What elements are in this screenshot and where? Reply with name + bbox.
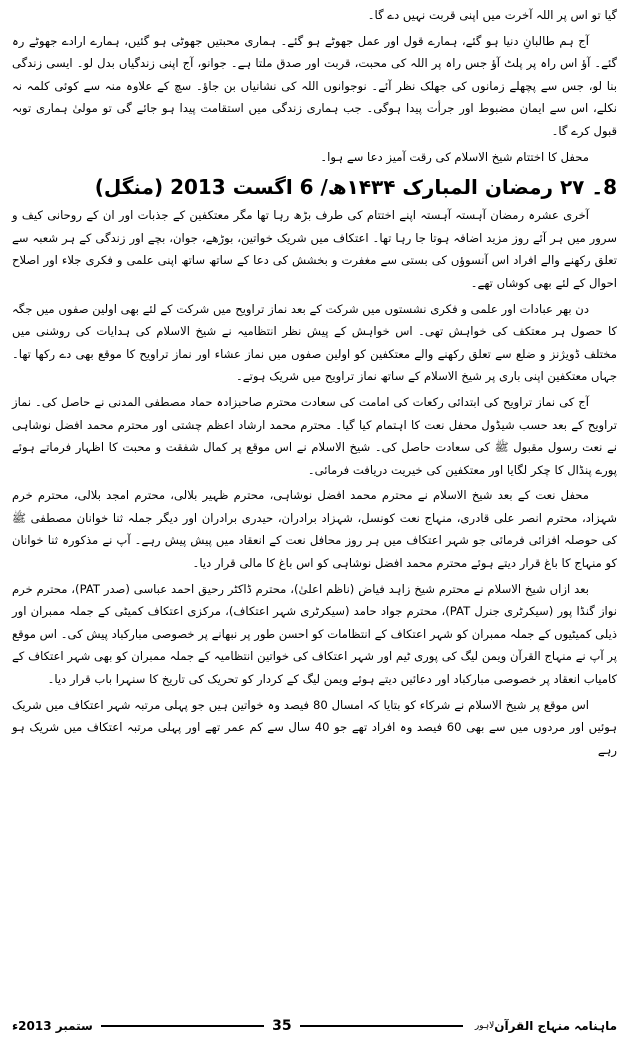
paragraph-congratulations: بعد ازاں شیخ الاسلام نے محترم شیخ زاہد فیاض (ناظم اعلیٰ)، محترم ڈاکٹر رحیق احمد عباسی (صدر PAT)، محترم خرم نواز گنڈا پور (سیکرٹری جنرل PAT)، محترم جواد حامد (سیکرٹری شہر اعتکاف)، مرکزی اعتکاف کمیٹی کے جملہ ممبران اور ذیلی کمیٹیوں کے جملہ ممبران کو شہر اعتکاف کے انتظامات کو احسن طور پر نبھانے پر خصوصی مبارکباد پیش کی۔ اس موقع پر آپ نے منہاج القرآن ویمن لیگ کی پوری ٹیم اور شہر اعتکاف کی خواتین انتظامیہ کے جملہ ممبران کو بھی شہر اعتکاف کے کامیاب انعقاد پر خصوصی مبارکباد اور دعائیں دیتے ہوئے ویمن لیگ کے کردار کو تحریک کی تاریخ کا سنہرا باب قرار دیا۔	[12, 581, 617, 687]
page-number: 35	[272, 1018, 292, 1034]
paragraph-naat-mehfil: آج کی نماز تراویح کی ابتدائی رکعات کی امامت کی سعادت محترم صاحبزادہ حماد مصطفی المدنی نے حاصل کی۔ نماز تراویح کے بعد حسب شیڈول محفل نعت کا اہتمام کیا گیا۔ محترم محمد ارشاد اعظم چشتی اور محترم محمد افضل نوشاہی نے نعت رسول مقبول ﷺ کی سعادت حاصل کی۔ شیخ الاسلام نے اس موقع پر کمال شفقت و محبت کا اظہار فرماتے ہوئے پورے پنڈال کا چکر لگایا اور معتکفین کی خیریت دریافت فرمائی۔	[12, 394, 617, 477]
paragraph-last-ashra: آخری عشرہ رمضان آہستہ آہستہ اپنے اختتام کی طرف بڑھ رہا تھا مگر معتکفین کے جذبات اور ان کے روحانی کیف و سرور میں ہر آئے روز مزید اضافہ ہوتا جا رہا تھا۔ اعتکاف میں شریک خواتین، بوڑھے، جوان، بچے اور زندگی کے ہر شعبہ سے تعلق رکھنے والے افراد اس آنسوؤں کی بستی سے مغفرت و بخشش کی دعا کے ساتھ ساتھ اپنی علمی و فکری جلاء اور اصلاح احوال کے لئے بھی کوشاں تھے۔	[12, 208, 617, 290]
article-column	[12, 4, 617, 761]
footer-issue-date: ستمبر 2013ء	[12, 1019, 93, 1033]
paragraph-exhortation: آج ہم طالبانِ دنیا ہو گئے، ہمارے قول اور عمل جھوٹے ہو گئے۔ ہماری محبتیں جھوٹی ہو گئیں، ہمارے ارادے جھوٹے رہ گئے۔ آؤ اس راہ پر پلٹ آؤ جس راہ پر اللہ کی محبت، قربت اور صدق ملتا ہے۔ جوانو، آج اپنی زندگیاں بدل لو۔ ایسی زندگی بنا لو، جس سے پچھلے زمانوں کی جھلک نظر آئے۔ نوجوانوں اللہ کی نشانیاں بن جاؤ۔ سچ کے علاوہ منہ سے کوئی کلمہ نہ نکلے، اس سے ایمان مضبوط اور جرأت پیدا ہوگی۔ جب ہماری زندگی میں استقامت پیدا ہو جائے گی تو مولیٰ ہماری توبہ قبول کرے گا۔	[12, 33, 617, 138]
paragraph-closing-dua: محفل کا اختتام شیخ الاسلام کی رقت آمیز دعا سے ہوا۔	[320, 149, 589, 164]
footer-magazine-name: ماہنامہ منہاج القرآن	[494, 1019, 618, 1033]
footer-city: لاہور	[474, 1021, 495, 1031]
page-footer	[12, 1013, 617, 1039]
paragraph-participants: اس موقع پر شیخ الاسلام نے شرکاء کو بتایا کہ امسال 80 فیصد وہ خواتین ہیں جو پہلی مرتبہ شہر اعتکاف میں شریک ہوئیں اور مردوں میں سے بھی 60 فیصد وہ افراد تھے جو 40 سال سے کم عمر تھے اور پہلی مرتبہ اعتکاف میں شریک ہو رہے	[12, 697, 617, 757]
footer-rule-left	[101, 1025, 264, 1027]
paragraph-naat-khawan: محفل نعت کے بعد شیخ الاسلام نے محترم محمد افضل نوشاہی، محترم ظہیر بلالی، محترم امجد بلالی، محترم خرم شہزاد، محترم انصر علی قادری، منہاج نعت کونسل، شہزاد برادران، حیدری برادران اور دیگر جملہ ثنا خوانان مصطفی ﷺ کی حوصلہ افزائی فرمائی جو شہر اعتکاف میں ہر روز محافل نعت کے انعقاد میں پیش پیش رہے۔ آپ نے مذکورہ ثنا خوانان کو منہاج کا باغ قرار دیتے ہوئے محترم محمد افضل نوشاہی کو اس باغ کا مالی قرار دیا۔	[12, 488, 617, 571]
paragraph-continuation: گیا تو اس پر اللہ آخرت میں اپنی قربت نہیں دے گا۔	[367, 8, 617, 22]
footer-rule-right	[300, 1025, 463, 1027]
section-heading: 8۔ ۲۷ رمضان المبارک ۱۴۳۴ھ/ 6 اگست 2013 (منگل)	[94, 175, 617, 200]
paragraph-taraweeh-rows: دن بھر عبادات اور علمی و فکری نشستوں میں شرکت کے بعد نماز تراویح میں شرکت کے لئے بھی اولین صفوں میں جگہ کا حصول ہر معتکف کی خواہش تھی۔ اس خواہش کے پیش نظر انتظامیہ نے شیخ الاسلام کی ہدایات کی روشنی میں مختلف ڈویژنز و ضلع سے تعلق رکھنے والے معتکفین کو اولین صفوں میں نماز عشاء اور نماز تراویح کا موقع بھی دے رکھا تھا۔ جہاں معتکفین اپنی باری پر شیخ الاسلام کے ساتھ نماز تراویح میں شریک ہوتے۔	[12, 301, 617, 384]
